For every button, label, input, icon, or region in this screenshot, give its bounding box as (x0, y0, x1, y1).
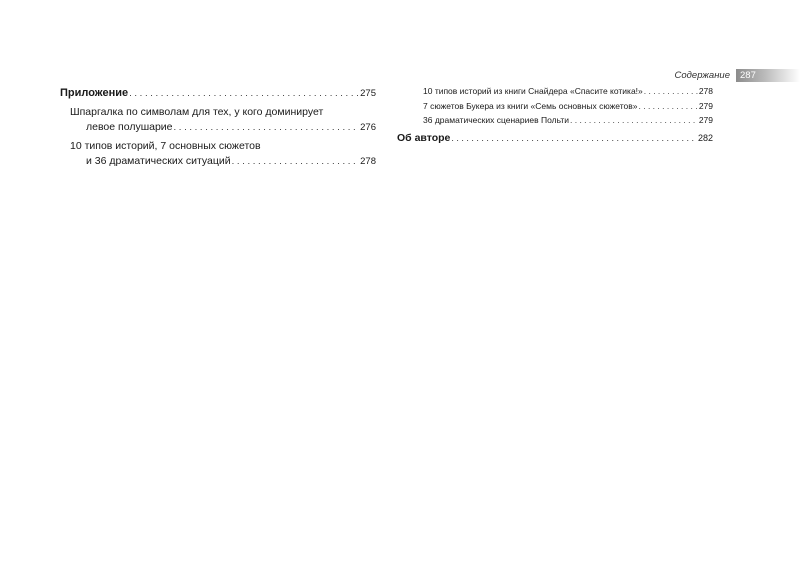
toc-entry-page: 276 (360, 122, 376, 133)
toc-entry-title: 7 сюжетов Букера из книги «Семь основных сюжетов» (423, 100, 638, 111)
toc-entry-title-line2: левое полушарие (86, 121, 173, 133)
toc-entry-page: 278 (698, 86, 713, 96)
section-title: Содержание (674, 69, 730, 81)
toc-entry-title: Об авторе (397, 131, 451, 144)
toc-entry-cheat-sheet[interactable] (60, 105, 376, 135)
toc-entry-title-line2: и 36 драматических ситуаций (86, 155, 231, 167)
toc-entry-story-types[interactable] (60, 139, 376, 169)
page-number: 287 (736, 69, 800, 82)
toc-entry-page: 282 (697, 132, 713, 143)
toc-subentry-polti[interactable] (397, 113, 713, 128)
toc-subentry-booker[interactable] (397, 99, 713, 114)
toc-entry-title: 10 типов историй из книги Снайдера «Спасите котика!» (423, 86, 643, 96)
leader-dots (570, 113, 698, 128)
leader-dots (644, 84, 698, 99)
toc-right-column (397, 84, 713, 145)
toc-entry-page: 278 (360, 156, 376, 167)
toc-entry-title-line1: Шпаргалка по символам для тех, у кого доминирует (70, 106, 324, 118)
toc-entry-title-line1: 10 типов историй, 7 основных сюжетов (70, 140, 261, 152)
toc-entry-page: 279 (698, 100, 713, 111)
toc-entry-title: 36 драматических сценариев Польти (423, 115, 570, 125)
toc-entry-title: Приложение (60, 87, 129, 99)
toc-left-column (60, 86, 376, 169)
toc-entry-page: 275 (360, 88, 376, 99)
running-header (560, 68, 800, 82)
toc-entry-appendix[interactable] (60, 86, 376, 101)
leader-dots (639, 99, 698, 114)
toc-subentry-snyder[interactable] (397, 84, 713, 99)
leader-dots (129, 87, 359, 101)
leader-dots (232, 154, 360, 169)
toc-entry-about-author[interactable] (397, 131, 713, 145)
leader-dots (174, 120, 360, 135)
leader-dots (451, 131, 697, 145)
toc-entry-page: 279 (698, 115, 713, 125)
